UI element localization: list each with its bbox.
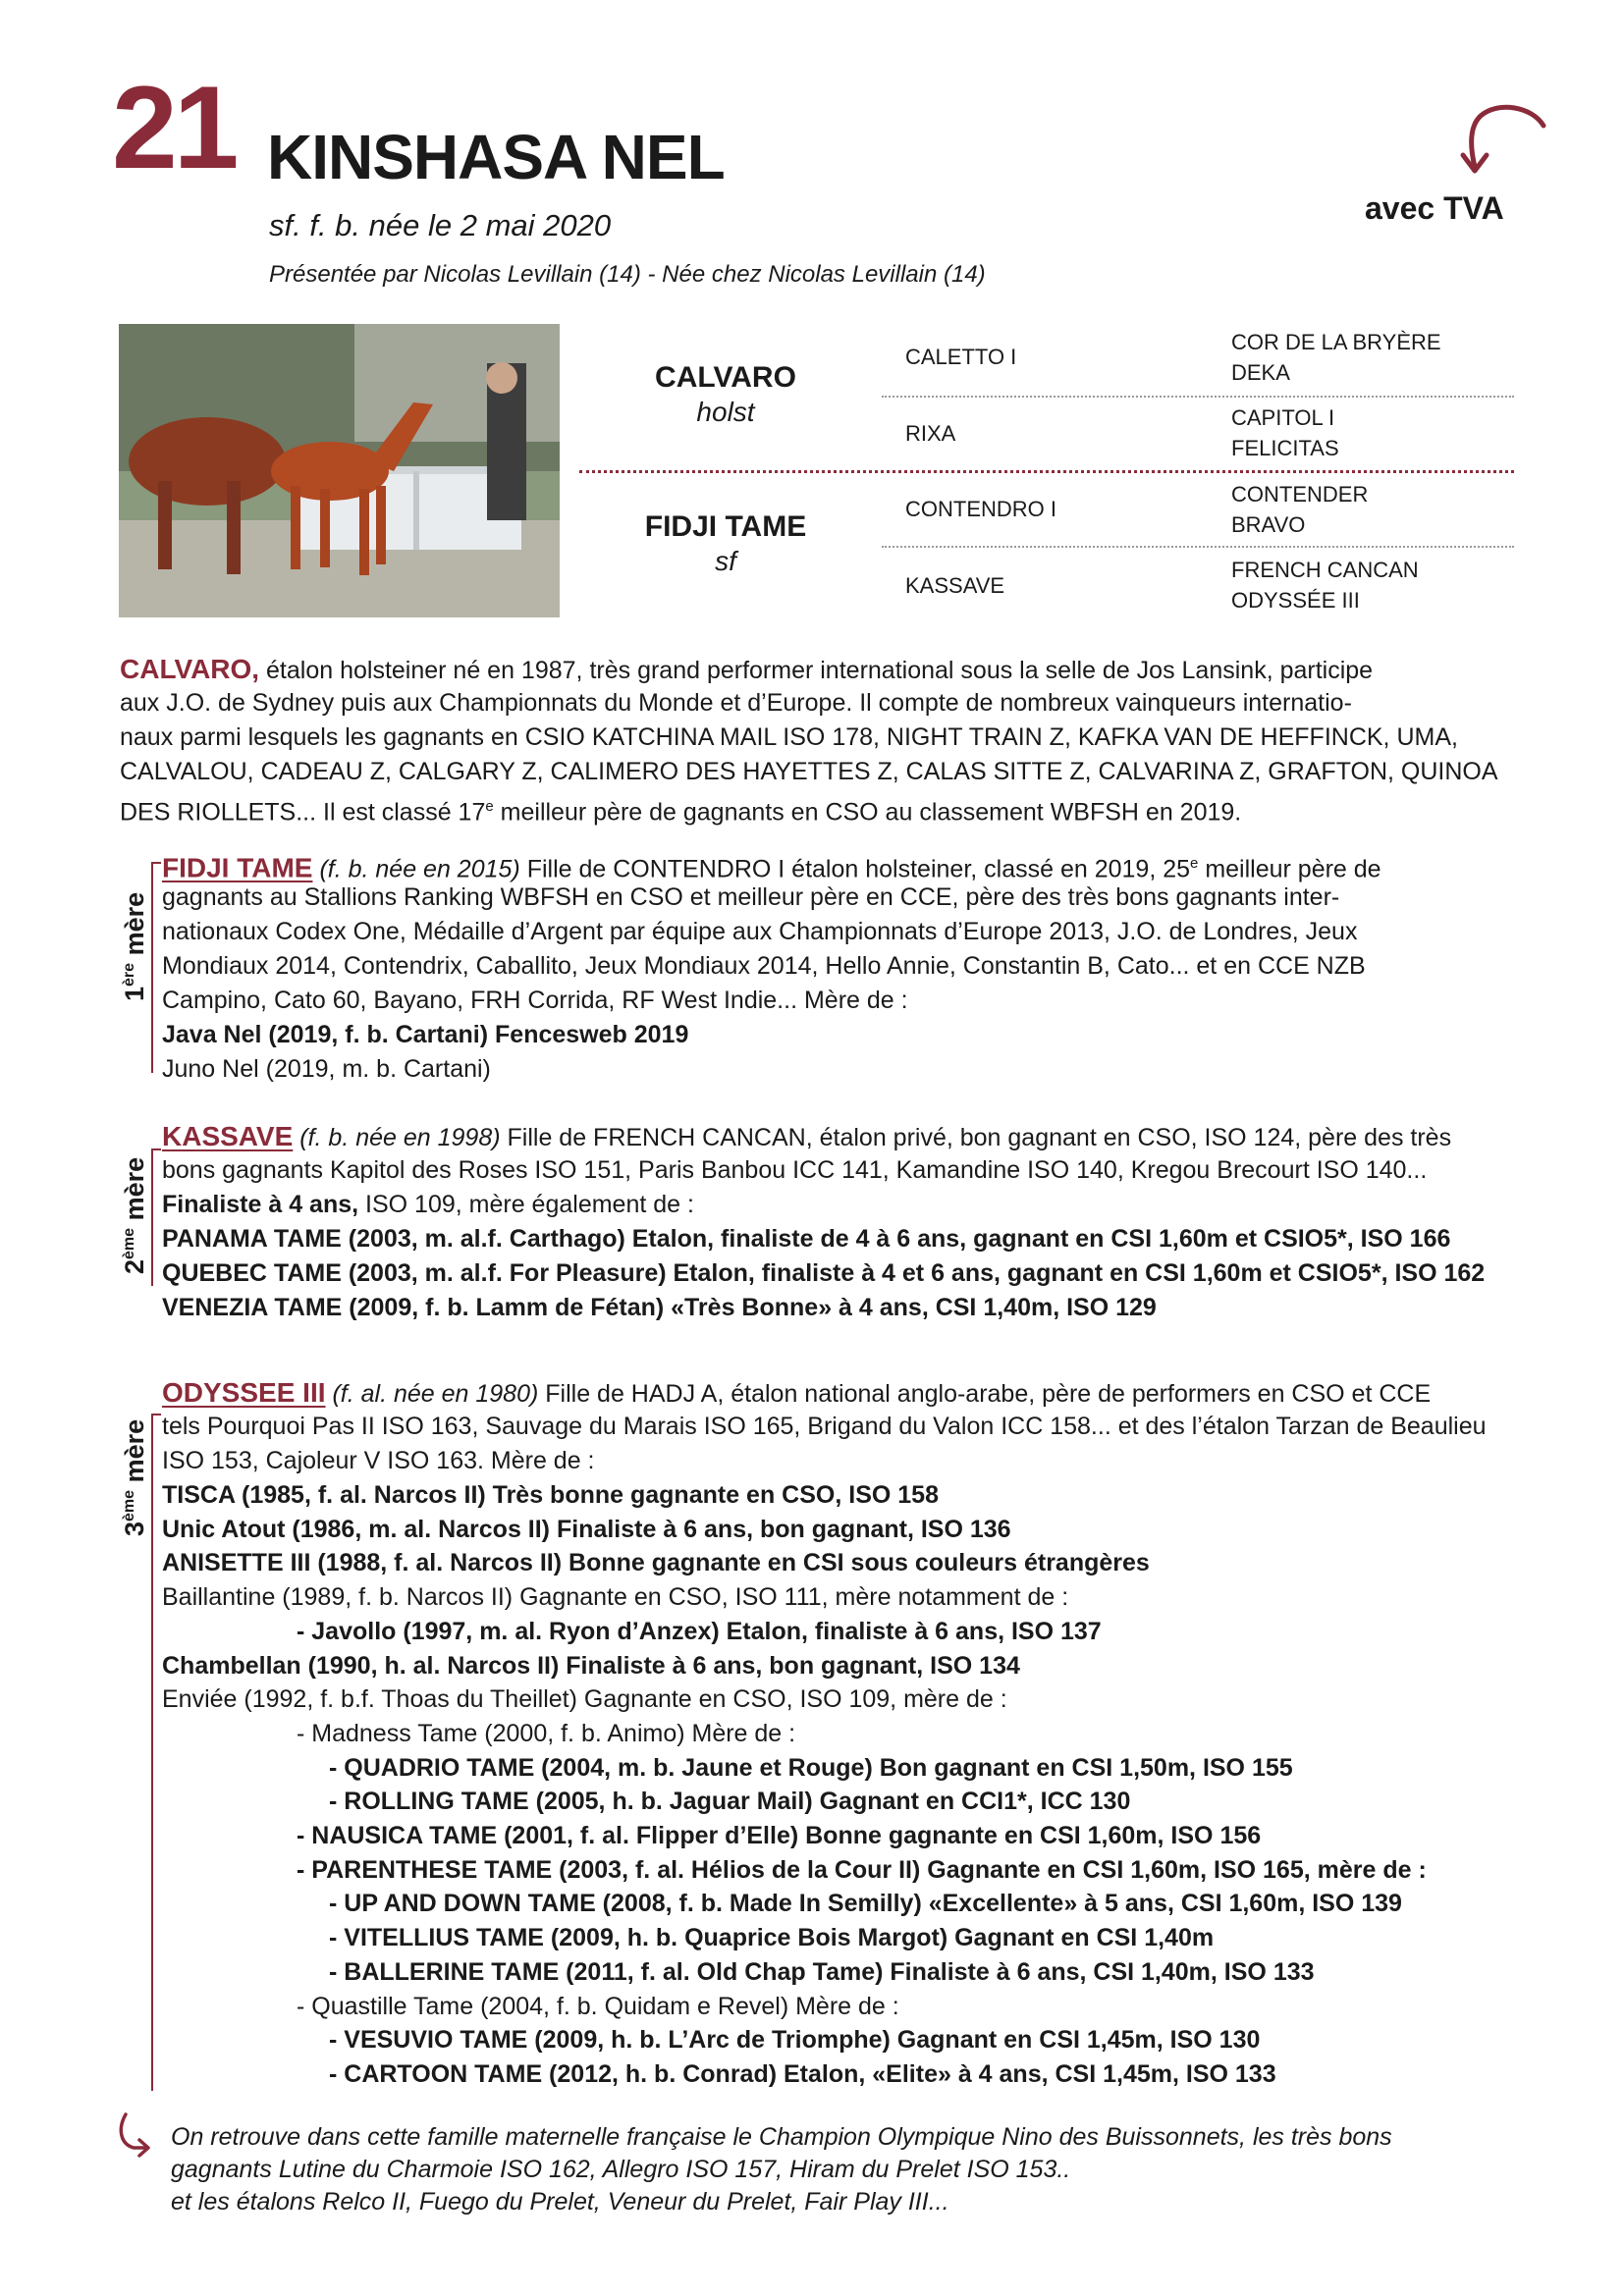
second-dam-label: 2ème mère	[120, 1156, 149, 1274]
pedigree-great-grandparent: CONTENDER	[1231, 482, 1369, 507]
first-dam-line: Mondiaux 2014, Contendrix, Caballito, Jeux Mondiaux 2014, Hello Annie, Constantin B, Cato... et en CCE NZB	[162, 952, 1366, 980]
third-dam-produce: - CARTOON TAME (2012, h. b. Conrad) Etalon, «Elite» à 4 ans, CSI 1,45m, ISO 133	[329, 2060, 1276, 2088]
third-dam-produce: TISCA (1985, f. al. Narcos II) Très bonne gagnante en CSO, ISO 158	[162, 1481, 939, 1509]
third-dam-bracket-top	[151, 1414, 161, 1415]
third-dam-produce: - VITELLIUS TAME (2009, h. b. Quaprice Bois Margot) Gagnant en CSI 1,40m	[329, 1924, 1215, 1951]
pedigree-grandparent: RIXA	[905, 421, 956, 446]
third-dam-label: 3ème mère	[120, 1418, 149, 1536]
sire-paragraph-line: CALVARO, étalon holsteiner né en 1987, très grand performer international sous la selle de Jos Lansink, participe	[120, 654, 1374, 684]
footer-note-line: gagnants Lutine du Charmoie ISO 162, Allegro ISO 157, Hiram du Prelet ISO 153..	[171, 2156, 1071, 2183]
third-dam-produce: - Javollo (1997, m. al. Ryon d’Anzex) Etalon, finaliste à 6 ans, ISO 137	[297, 1618, 1102, 1645]
third-dam-produce: - BALLERINE TAME (2011, f. al. Old Chap Tame) Finaliste à 6 ans, CSI 1,40m, ISO 133	[329, 1958, 1315, 1986]
pedigree-dam-name: FIDJI TAME	[644, 510, 807, 543]
pedigree-great-grandparent: FELICITAS	[1231, 436, 1339, 460]
lot-number: 21	[112, 62, 236, 193]
pedigree-grandparent: KASSAVE	[905, 573, 1005, 598]
pedigree-grandparent: CONTENDRO I	[905, 497, 1056, 521]
foal-photo	[119, 324, 560, 617]
second-dam-name: KASSAVE	[162, 1121, 294, 1151]
third-dam-produce: - Madness Tame (2000, f. b. Animo) Mère de :	[297, 1720, 796, 1747]
footer-note-line: et les étalons Relco II, Fuego du Prelet, Veneur du Prelet, Fair Play III...	[171, 2188, 949, 2216]
pedigree-sire-breed: holst	[696, 397, 755, 427]
third-dam-produce: - QUADRIO TAME (2004, m. b. Jaune et Rouge) Bon gagnant en CSI 1,50m, ISO 155	[329, 1754, 1293, 1782]
presented-by: Présentée par Nicolas Levillain (14) - Née chez Nicolas Levillain (14)	[269, 261, 986, 288]
third-dam-produce: - VESUVIO TAME (2009, h. b. L’Arc de Triomphe) Gagnant en CSI 1,45m, ISO 130	[329, 2026, 1261, 2054]
pedigree-great-grandparent: FRENCH CANCAN	[1231, 558, 1419, 582]
third-dam-line: ODYSSEE III (f. al. née en 1980) Fille de HADJ A, étalon national anglo-arabe, père de performers en CSO et CCE	[162, 1377, 1432, 1408]
pedigree-divider-main	[579, 470, 1514, 473]
second-dam-line: bons gagnants Kapitol des Roses ISO 151, Paris Banbou ICC 141, Kamandine ISO 140, Kregou Brecourt ISO 140...	[162, 1156, 1428, 1184]
horse-description: sf. f. b. née le 2 mai 2020	[269, 208, 612, 242]
sire-paragraph-line: naux parmi lesquels les gagnants en CSIO KATCHINA MAIL ISO 178, NIGHT TRAIN Z, KAFKA VAN DE HEFFINCK, UMA,	[120, 723, 1458, 751]
first-dam-line: nationaux Codex One, Médaille d’Argent par équipe aux Championnats d’Europe 2013, J.O. de Londres, Jeux	[162, 918, 1358, 945]
third-dam-line: tels Pourquoi Pas II ISO 163, Sauvage du Marais ISO 165, Brigand du Valon ICC 158... et des l’étalon Tarzan de Beaulieu	[162, 1413, 1487, 1440]
second-dam-line: Finaliste à 4 ans, ISO 109, mère également de :	[162, 1191, 694, 1218]
first-dam-produce: Java Nel (2019, f. b. Cartani) Fencesweb 2019	[162, 1021, 689, 1048]
sire-paragraph-line: DES RIOLLETS... Il est classé 17e meilleur père de gagnants en CSO au classement WBFSH en 2019.	[120, 798, 1242, 827]
third-dam-produce: - UP AND DOWN TAME (2008, f. b. Made In Semilly) «Excellente» à 5 ans, CSI 1,60m, ISO 139	[329, 1890, 1402, 1917]
third-dam-produce: - Quastille Tame (2004, f. b. Quidam e Revel) Mère de :	[297, 1993, 899, 2020]
curved-arrow-icon	[1414, 96, 1551, 185]
hook-arrow-icon	[116, 2110, 155, 2160]
second-dam-line: KASSAVE (f. b. née en 1998) Fille de FRENCH CANCAN, étalon privé, bon gagnant en CSO, ISO 124, père des très	[162, 1121, 1452, 1151]
footer-note-line: On retrouve dans cette famille maternelle française le Champion Olympique Nino des Buissonnets, les très bons	[171, 2123, 1392, 2151]
tva-label: avec TVA	[1365, 190, 1504, 226]
sire-paragraph-line: CALVALOU, CADEAU Z, CALGARY Z, CALIMERO DES HAYETTES Z, CALAS SITTE Z, CALVARINA Z, GRAFTON, QUINOA	[120, 758, 1498, 785]
second-dam-bracket	[151, 1148, 153, 1286]
pedigree-great-grandparent: BRAVO	[1231, 512, 1306, 537]
first-dam-line: FIDJI TAME (f. b. née en 2015) Fille de CONTENDRO I étalon holsteiner, classé en 2019, 25e meilleur père de	[162, 852, 1381, 883]
pedigree-divider	[882, 546, 1514, 548]
pedigree-grandparent: CALETTO I	[905, 345, 1017, 369]
pedigree-sire-name: CALVARO	[655, 361, 796, 394]
third-dam-produce: Unic Atout (1986, m. al. Narcos II) Finaliste à 6 ans, bon gagnant, ISO 136	[162, 1516, 1011, 1543]
third-dam-produce: Baillantine (1989, f. b. Narcos II) Gagnante en CSO, ISO 111, mère notamment de :	[162, 1583, 1069, 1611]
first-dam-line: Campino, Cato 60, Bayano, FRH Corrida, RF West Indie... Mère de :	[162, 987, 908, 1014]
first-dam-label: 1ère mère	[120, 891, 149, 1001]
third-dam-produce: - NAUSICA TAME (2001, f. al. Flipper d’Elle) Bonne gagnante en CSI 1,60m, ISO 156	[297, 1822, 1262, 1849]
third-dam-name: ODYSSEE III	[162, 1377, 326, 1408]
second-dam-produce: QUEBEC TAME (2003, m. al.f. For Pleasure) Etalon, finaliste à 4 et 6 ans, gagnant en CSI 1,60m et CSIO5*, ISO 162	[162, 1259, 1486, 1287]
pedigree-great-grandparent: CAPITOL I	[1231, 405, 1335, 430]
sire-paragraph-name: CALVARO,	[120, 654, 260, 684]
pedigree-great-grandparent: DEKA	[1231, 360, 1290, 385]
horse-name: KINSHASA NEL	[267, 122, 725, 192]
second-dam-bracket-top	[151, 1148, 161, 1150]
third-dam-bracket	[151, 1414, 153, 2091]
sire-paragraph-line: aux J.O. de Sydney puis aux Championnats du Monde et d’Europe. Il compte de nombreux vainqueurs internatio-	[120, 689, 1352, 717]
first-dam-line: gagnants au Stallions Ranking WBFSH en CSO et meilleur père en CCE, père des très bons gagnants inter-	[162, 883, 1340, 911]
second-dam-produce: PANAMA TAME (2003, m. al.f. Carthago) Etalon, finaliste de 4 à 6 ans, gagnant en CSI 1,60m et CSIO5*, ISO 166	[162, 1225, 1451, 1253]
pedigree-great-grandparent: ODYSSÉE III	[1231, 588, 1360, 613]
first-dam-bracket	[151, 862, 153, 1073]
pedigree-dam-breed: sf	[715, 546, 736, 576]
first-dam-name: FIDJI TAME	[162, 852, 313, 883]
second-dam-produce: VENEZIA TAME (2009, f. b. Lamm de Fétan) «Très Bonne» à 4 ans, CSI 1,40m, ISO 129	[162, 1294, 1157, 1321]
pedigree-great-grandparent: COR DE LA BRYÈRE	[1231, 330, 1441, 354]
pedigree-divider	[882, 396, 1514, 398]
first-dam-bracket-top	[151, 862, 161, 864]
first-dam-produce: Juno Nel (2019, m. b. Cartani)	[162, 1055, 491, 1083]
third-dam-produce: Chambellan (1990, h. al. Narcos II) Finaliste à 6 ans, bon gagnant, ISO 134	[162, 1652, 1020, 1680]
third-dam-produce: Enviée (1992, f. b.f. Thoas du Theillet) Gagnante en CSO, ISO 109, mère de :	[162, 1685, 1007, 1713]
third-dam-produce: - ROLLING TAME (2005, h. b. Jaguar Mail) Gagnant en CCI1*, ICC 130	[329, 1788, 1131, 1815]
third-dam-line: ISO 153, Cajoleur V ISO 163. Mère de :	[162, 1447, 595, 1474]
third-dam-produce: ANISETTE III (1988, f. al. Narcos II) Bonne gagnante en CSI sous couleurs étrangères	[162, 1549, 1150, 1576]
third-dam-produce: - PARENTHESE TAME (2003, f. al. Hélios de la Cour II) Gagnante en CSI 1,60m, ISO 165, mère de :	[297, 1856, 1427, 1884]
